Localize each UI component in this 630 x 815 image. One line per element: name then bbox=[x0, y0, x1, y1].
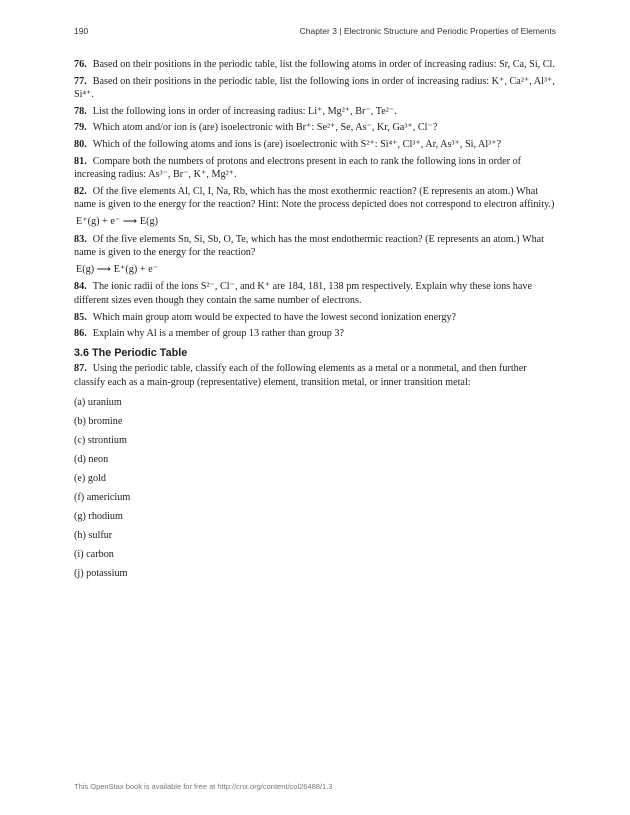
question-82: 82. Of the five elements Al, Cl, I, Na, Rb, which has the most exothermic reaction? (E represents an atom.) What name is given to the energy for the reaction? Hint: Note the process depicted does not correspond to electron affinity.) bbox=[74, 185, 555, 211]
page-content bbox=[74, 58, 556, 586]
question-76: 76. Based on their positions in the periodic table, list the following atoms in order of increasing radius: Sr, Ca, Si, Cl. bbox=[74, 59, 555, 70]
question-85: 85. Which main group atom would be expected to have the lowest second ionization energy? bbox=[74, 311, 457, 323]
option-item: (d) neon bbox=[74, 454, 109, 466]
question-78: 78. List the following ions in order of increasing radius: Li⁺, Mg²⁺, Br⁻, Te²⁻. bbox=[74, 105, 397, 117]
option-item: (i) carbon bbox=[74, 549, 114, 561]
page-header bbox=[74, 26, 556, 40]
option-item: (a) uranium bbox=[74, 397, 122, 409]
question-80: 80. Which of the following atoms and ions is (are) isoelectronic with S²⁺: Si⁴⁺, Cl³⁺, Ar, As³⁺, Si, Al³⁺? bbox=[74, 138, 502, 150]
chapter-title: Chapter 3 | Electronic Structure and Periodic Properties of Elements bbox=[299, 26, 556, 36]
question-87: 87. Using the periodic table, classify each of the following elements as a metal or a nonmetal, and then further classify each as a main-group (representative) element, transition metal, or inner transition metal: bbox=[74, 363, 527, 388]
question-84: 84. The ionic radii of the ions S²⁻, Cl⁻, and K⁺ are 184, 181, 138 pm respectively. Explain why these ions have different sizes even though they contain the same number of electrons. bbox=[74, 281, 532, 306]
question-79: 79. Which atom and/or ion is (are) isoelectronic with Br⁺: Se²⁺, Se, As⁻, Kr, Ga³⁺, Cl⁻? bbox=[74, 122, 438, 134]
option-item: (h) sulfur bbox=[74, 530, 113, 542]
option-item: (b) bromine bbox=[74, 416, 123, 428]
equation-82: E⁺(g) + e⁻ ⟶ E(g) bbox=[76, 215, 159, 227]
page-footer: This OpenStax book is available for free at http://cnx.org/content/col26488/1.3 bbox=[74, 782, 333, 791]
option-item: (g) rhodium bbox=[74, 511, 123, 523]
question-77: 77. Based on their positions in the periodic table, list the following ions in order of increasing radius: K⁺, Ca²⁺, Al³⁺, Si⁴⁺. bbox=[74, 75, 555, 101]
option-item: (e) gold bbox=[74, 473, 106, 485]
question-86: 86. Explain why Al is a member of group 13 rather than group 3? bbox=[74, 328, 344, 340]
question-83: 83. Of the five elements Sn, Si, Sb, O, Te, which has the most endothermic reaction? (E represents an atom.) What name is given to the energy for the reaction? bbox=[74, 233, 545, 259]
question-81: 81. Compare both the numbers of protons and electrons present in each to rank the following ions in order of increasing radius: As³⁻, Br⁻, K⁺, Mg²⁺. bbox=[74, 155, 522, 181]
option-item: (j) potassium bbox=[74, 568, 128, 580]
equation-83: E(g) ⟶ E⁺(g) + e⁻ bbox=[76, 263, 159, 275]
option-list bbox=[74, 396, 556, 580]
option-item: (f) americium bbox=[74, 492, 131, 504]
option-item: (c) strontium bbox=[74, 435, 127, 447]
page-number: 190 bbox=[74, 26, 89, 36]
section-heading: 3.6 The Periodic Table bbox=[74, 346, 188, 359]
